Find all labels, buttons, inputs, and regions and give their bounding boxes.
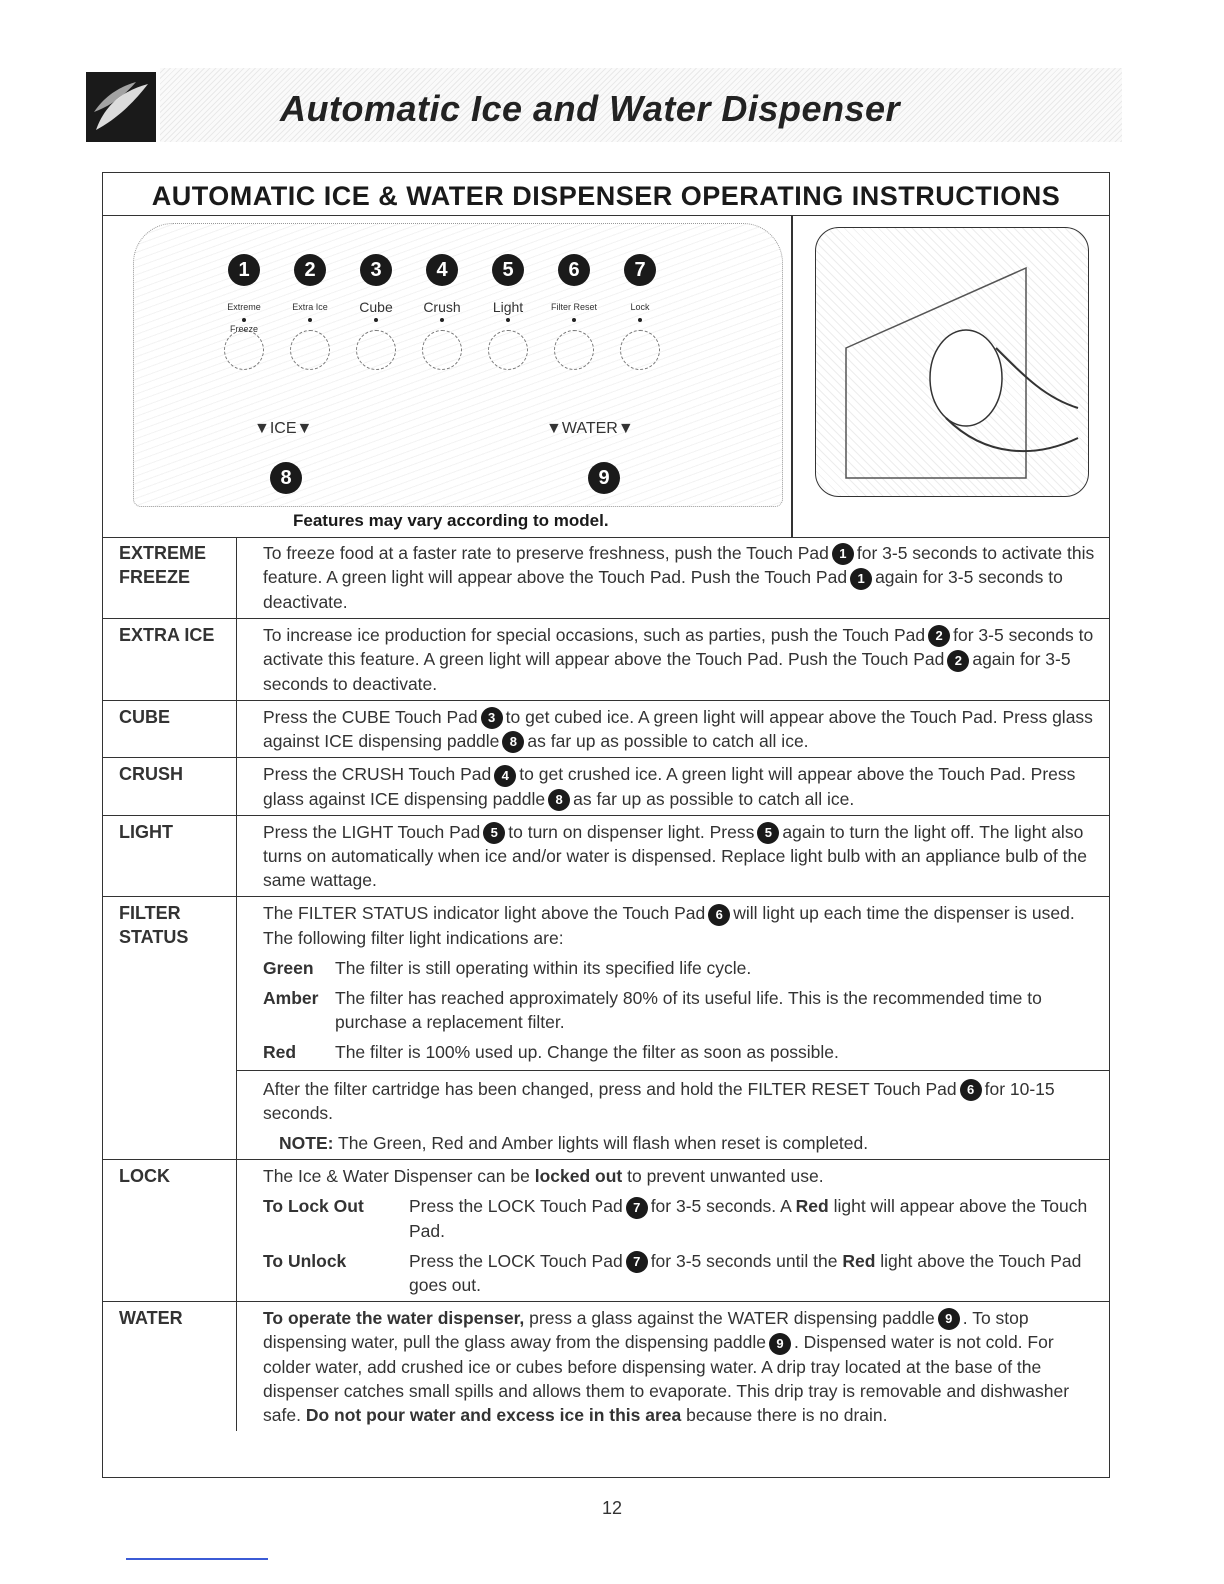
figure-divider [791,215,793,537]
row-water: WATER To operate the water dispenser, press a glass against the WATER dispensing paddle 9 . To stop dispensing water, pull the glass away from the dispensing paddle 9 . Dispensed water is not cold. For colder water, add crushed ice or cubes before dispensing water. A drip tray located at the base of the dispenser catches small spills and allows them to evaporate. This drip tray is removable and dishwasher safe. Do not pour water and excess ice in this area because there is no drain. [103,1302,1109,1431]
page-header [80,58,1122,146]
row-extra-ice: EXTRA ICE To increase ice production for special occasions, such as parties, push the Touch Pad 2 for 3-5 seconds to activate this feature. A green light will appear above the Touch Pad. Push the Touch Pad 2 again for 3-5 seconds to deactivate. [103,619,1109,701]
row-extreme-freeze: EXTREME FREEZE To freeze food at a faster rate to preserve freshness, push the Touch Pad 1 for 3-5 seconds to activate this feature. A green light will appear above the Touch Pad. Push the Touch Pad 1 again for 3-5 seconds to deactivate. [103,537,1109,619]
leaf-logo-icon [86,72,156,142]
unlock: To Unlock Press the LOCK Touch Pad 7 for 3-5 seconds until the Red light above the Touch Pad goes out. [263,1250,1082,1295]
filter-red: Red The filter is 100% used up. Change the filter as soon as possible. [263,1041,839,1062]
row-cube: CUBE Press the CUBE Touch Pad 3 to get cubed ice. A green light will appear above the Touch Pad. Press glass against ICE dispensing paddle 8 as far up as possible to catch all ice. [103,701,1109,759]
figures-area [103,215,1109,538]
figure-caption: Features may vary according to model. [293,511,609,530]
pad-lock: 7 Lock [610,254,670,370]
pad-extreme-freeze: 1 Extreme Freeze [214,254,274,370]
page-number: 12 [601,1498,623,1518]
filter-amber: Amber The filter has reached approximately 80% of its useful life. This is the recommended time to purchase a replacement filter. [263,987,1042,1032]
footer-link-line [126,1558,268,1560]
pad-filter-reset: 6 Filter Reset [544,254,604,370]
water-paddle-marker: 9 [588,462,620,494]
pad-cube: 3 Cube [346,254,406,370]
row-crush: CRUSH Press the CRUSH Touch Pad 4 to get crushed ice. A green light will appear above the Touch Pad. Press glass against ICE dispensing paddle 8 as far up as possible to catch all ice. [103,758,1109,816]
row-filter-status: FILTER STATUS The FILTER STATUS indicator light above the Touch Pad 6 will light up each time the dispenser is used. The following filter light indications are: Green The filter is still operating within its specified life cycle. Amber The filter has reached approximately 80% of its useful life. This is the recommended time to purchase a replacement filter. Red The filter is 100% used up. Change the filter as soon as possible. After the filter cartridge has been changed, press and hold the FILTER RESET Touch Pad 6 for 10-15 seconds. NOTE: The Green, Red and Amber lights will flash when reset is completed. [103,897,1109,1160]
glass-hand-illustration [816,228,1088,496]
pad-extra-ice: 2 Extra Ice [280,254,340,370]
dispenser-photo [815,227,1089,497]
water-label: ▼WATER▼ [546,420,634,437]
ice-label: ▼ICE▼ [254,420,313,437]
instructions-frame [102,172,1110,1478]
pad-light: 5 Light [478,254,538,370]
instruction-rows [103,537,1109,1431]
ice-paddle-marker: 8 [270,462,302,494]
control-panel-diagram [133,223,783,507]
page-title: Automatic Ice and Water Dispenser [280,88,901,129]
section-title: AUTOMATIC ICE & WATER DISPENSER OPERATING INSTRUCTIONS [103,177,1109,216]
row-lock: LOCK The Ice & Water Dispenser can be locked out to prevent unwanted use. To Lock Out Press the LOCK Touch Pad 7 for 3-5 seconds. A Red light will appear above the Touch Pad. To Unlock Press the LOCK Touch Pad 7 for 3-5 seconds until the Red light above the Touch Pad goes out. [103,1160,1109,1302]
filter-green: Green The filter is still operating within its specified life cycle. [263,957,752,978]
row-light: LIGHT Press the LIGHT Touch Pad 5 to turn on dispenser light. Press 5 again to turn the light off. The light also turns on automatically when ice and/or water is dispensed. Replace light bulb with an appliance bulb of the same wattage. [103,816,1109,897]
filter-note: NOTE: The Green, Red and Amber lights will flash when reset is completed. [279,1133,869,1154]
lock-out: To Lock Out Press the LOCK Touch Pad 7 for 3-5 seconds. A Red light will appear above the Touch Pad. [263,1196,1088,1241]
pad-crush: 4 Crush [412,254,472,370]
